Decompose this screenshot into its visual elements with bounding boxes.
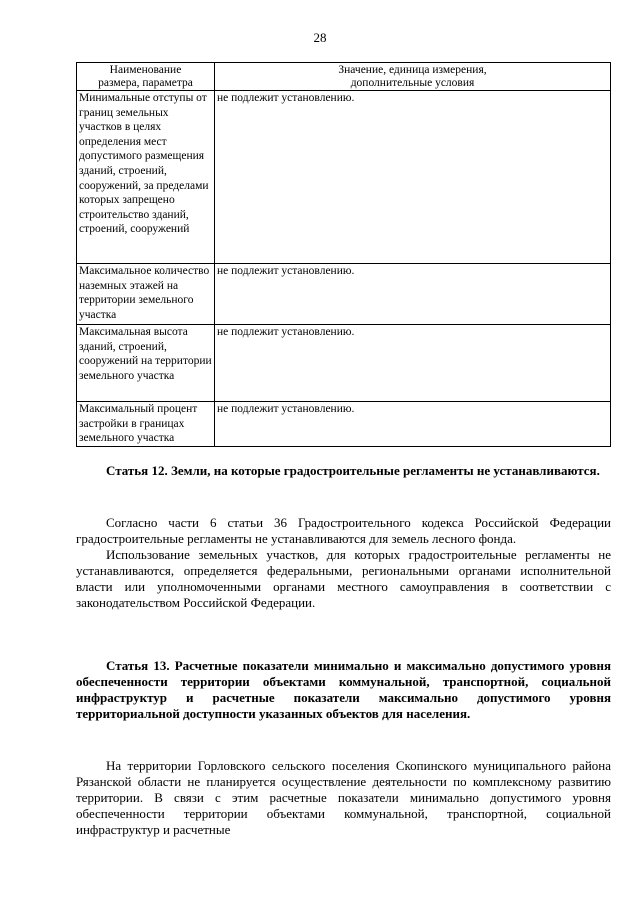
- article-heading: Статья 12. Земли, на которые градостроительные регламенты не устанавливаются.: [106, 463, 600, 478]
- table-header-row: [77, 63, 611, 91]
- paragraph: Согласно части 6 статьи 36 Градостроительного кодекса Российской Федерации градостроительные регламенты не устанавливаются для земель лесного фонда.: [76, 515, 611, 546]
- article-12-heading: [76, 463, 611, 479]
- table-row: [77, 264, 611, 325]
- table-row: [77, 402, 611, 447]
- table-cell-parameter: Максимальное количество наземных этажей на территории земельного участка: [77, 264, 215, 325]
- parameters-table: [76, 62, 611, 447]
- table-cell-value: не подлежит установлению.: [215, 325, 611, 402]
- table-cell-value: не подлежит установлению.: [215, 91, 611, 264]
- table-header-value-line: дополнительные условия: [350, 77, 475, 89]
- table-header-parameter-line: Наименование: [109, 64, 182, 76]
- article-heading: Статья 13. Расчетные показатели минимально и максимально допустимого уровня обеспеченности территории объектами коммунальной, транспортной, социальной инфраструктур и расчетные показатели максимально допустимого уровня территориальной доступности указанных объектов для населения.: [76, 658, 611, 721]
- table-cell-parameter: Минимальные отступы от границ земельных участков в целях определения мест допустимого размещения зданий, строений, сооружений, за пределами которых запрещено строительство зданий, строений, сооружений: [77, 91, 215, 264]
- table-cell-value: не подлежит установлению.: [215, 264, 611, 325]
- page-number: 28: [313, 30, 327, 45]
- table-header-value: [215, 63, 611, 91]
- table-header-parameter-line: размера, параметра: [98, 77, 193, 89]
- article-13-body: [76, 758, 611, 838]
- article-12-body: [76, 515, 611, 611]
- table-cell-parameter: Максимальная высота зданий, строений, сооружений на территории земельного участка: [77, 325, 215, 402]
- paragraph: На территории Горловского сельского поселения Скопинского муниципального района Рязанской области не планируется осуществление деятельности по комплексному развитию территории. В связи с этим расчетные показатели минимально допустимого уровня обеспеченности территории объектами коммунальной, транспортной, социальной инфраструктур и расчетные: [76, 758, 611, 837]
- table-row: [77, 91, 611, 264]
- table-header-parameter: [77, 63, 215, 91]
- article-13-heading: [76, 658, 611, 722]
- table-row: [77, 325, 611, 402]
- paragraph: Использование земельных участков, для которых градостроительные регламенты не устанавливаются, определяется федеральными, региональными органами исполнительной власти или уполномоченными органами местного самоуправления в соответствии с законодательством Российской Федерации.: [76, 547, 611, 610]
- table-cell-value: не подлежит установлению.: [215, 402, 611, 447]
- table-header-value-line: Значение, единица измерения,: [338, 64, 487, 76]
- table-cell-parameter: Максимальный процент застройки в границах земельного участка: [77, 402, 215, 447]
